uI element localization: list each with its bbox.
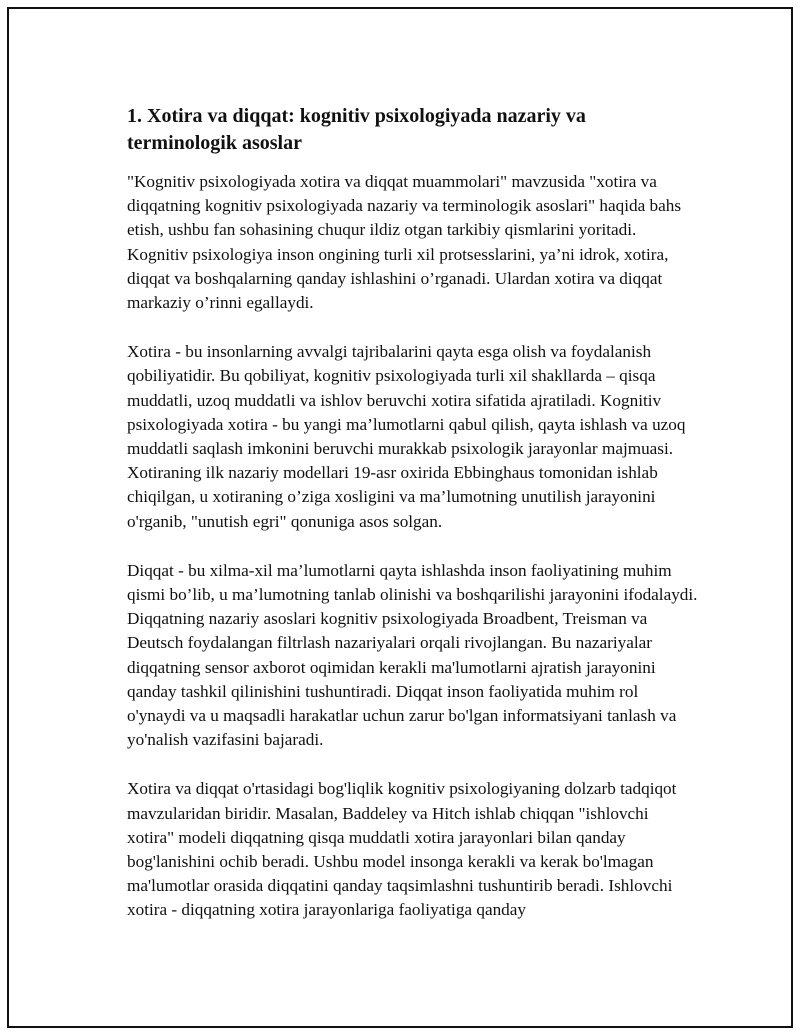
- document-page: [7, 7, 793, 1028]
- section-heading: 1. Xotira va diqqat: kognitiv psixologiyada nazariy va terminologik asoslar: [127, 105, 586, 154]
- paragraph-intro: "Kognitiv psixologiyada xotira va diqqat muammolari" mavzusida "xotira va diqqatning kognitiv psixologiyada nazariy va terminologik asoslari" haqida bahs etish, ushbu fan sohasining chuqur ildiz otgan tarkibiy qismlarini yoritadi. Kognitiv psixologiya inson ongining turli xil protsesslarini, ya’ni idrok, xotira, diqqat va boshqalarning qanday ishlashini o’rganadi. Ulardan xotira va diqqat markaziy o’rinni egallaydi.: [127, 172, 682, 313]
- paragraph-memory-attention-link: Xotira va diqqat o'rtasidagi bog'liqlik kognitiv psixologiyaning dolzarb tadqiqot mavzularidan biridir. Masalan, Baddeley va Hitch ishlab chiqqan "ishlovchi xotira" modeli diqqatning qisqa muddatli xotira jarayonlari bilan qanday bog'lanishini ochib beradi. Ushbu model insonga kerakli va kerak bo'lmagan ma'lumotlar orasida diqqatini qanday taqsimlashni tushuntirib beradi. Ishlovchi xotira - diqqatning xotira jarayonlariga faoliyatiga qanday: [127, 779, 677, 920]
- paragraph-attention: Diqqat - bu xilma-xil ma’lumotlarni qayta ishlashda inson faoliyatining muhim qismi bo’lib, u ma’lumotning tanlab olinishi va boshqarilishi jarayonini ifodalaydi. Diqqatning nazariy asoslari kognitiv psixologiyada Broadbent, Treisman va Deutsch foydalangan filtrlash nazariyalari orqali rivojlangan. Bu nazariyalar diqqatning sensor axborot oqimidan kerakli ma'lumotlarni ajratish jarayonini qanday tashkil qilinishini tushuntiradi. Diqqat inson faoliyatida muhim rol o'ynaydi va u maqsadli harakatlar uchun zarur bo'lgan informatsiyani tanlash va yo'nalish vazifasini bajaradi.: [127, 560, 698, 750]
- paragraph-memory: Xotira - bu insonlarning avvalgi tajribalarini qayta esga olish va foydalanish qobiliyatidir. Bu qobiliyat, kognitiv psixologiyada turli xil shakllarda – qisqa muddatli, uzoq muddatli va ishlov beruvchi xotira sifatida ajratiladi. Kognitiv psixologiyada xotira - bu yangi ma’lumotlarni qabul qilish, qayta ishlash va uzoq muddatli saqlash imkonini beruvchi murakkab psixologik jarayonlar majmuasi. Xotiraning ilk nazariy modellari 19-asr oxirida Ebbinghaus tomonidan ishlab chiqilgan, u xotiraning o’ziga xosligini va ma’lumotning unutilish jarayonini o'rganib, "unutish egri" qonuniga asos solgan.: [127, 342, 686, 531]
- document-content: [127, 103, 699, 948]
